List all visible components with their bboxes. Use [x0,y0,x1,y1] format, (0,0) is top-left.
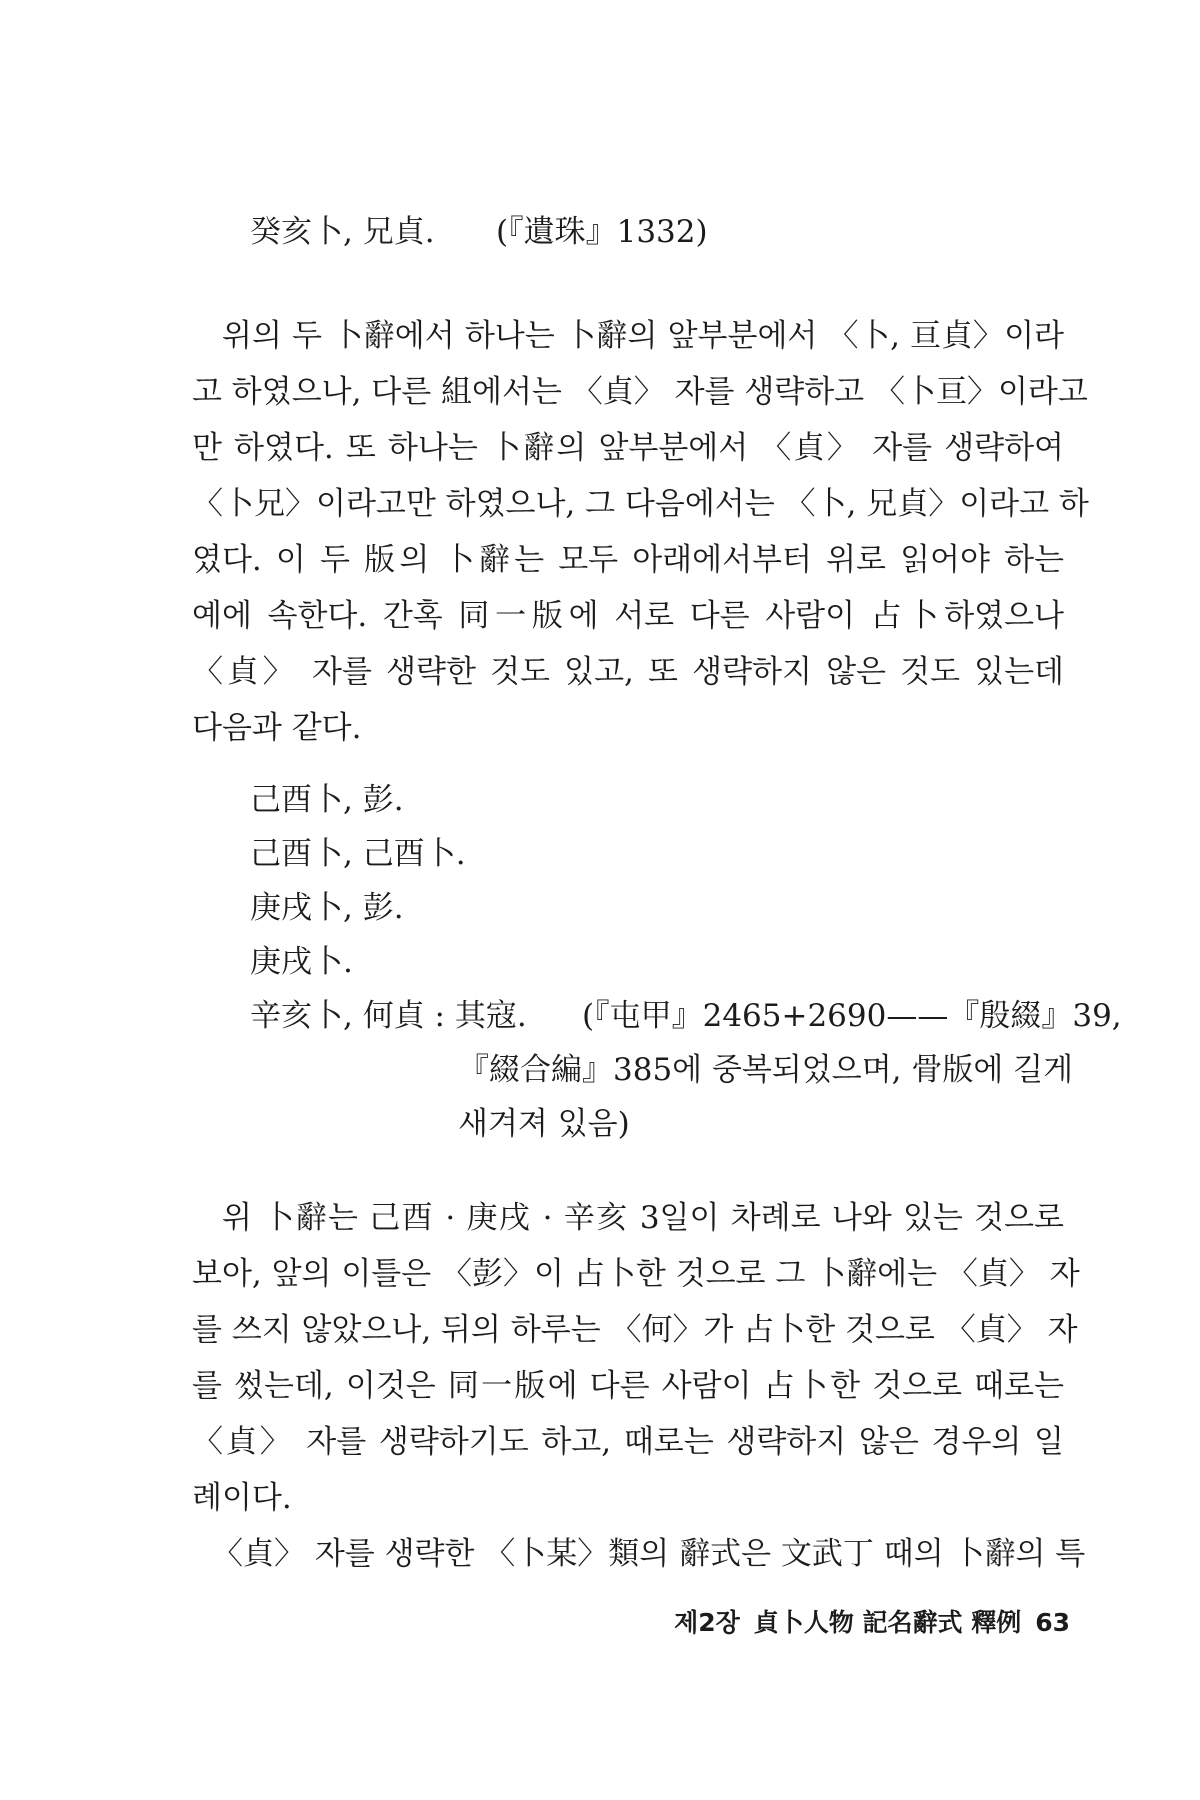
paragraph-line: 〈貞〉 자를 생략하기도 하고, 때로는 생략하지 않은 경우의 일 [192,1424,1064,1460]
oracle-inscription: 己酉卜, 彭. [250,782,404,818]
running-footer [596,1606,1070,1640]
paragraph-line: 를 쓰지 않았으나, 뒤의 하루는 〈何〉가 占卜한 것으로 〈貞〉 자 [192,1312,1078,1348]
paragraph-line: 예에 속한다. 간혹 同一版에 서로 다른 사람이 占卜하였으나 [192,598,1064,634]
paragraph-line: 〈貞〉 자를 생략한 것도 있고, 또 생략하지 않은 것도 있는데 [192,654,1064,690]
paragraph-line: 〈卜兄〉이라고만 하였으나, 그 다음에서는 〈卜, 兄貞〉이라고 하 [192,486,1089,522]
paragraph-line: 만 하였다. 또 하나는 卜辭의 앞부분에서 〈貞〉 자를 생략하여 [192,430,1064,466]
paragraph-line: 〈貞〉 자를 생략한 〈卜某〉類의 辭式은 文武丁 때의 卜辭의 특 [212,1536,1086,1572]
citation: (『屯甲』2465+2690——『殷綴』39, [582,998,1122,1034]
oracle-inscription: 癸亥卜, 兄貞. [250,214,435,250]
citation: 『綴合編』385에 중복되었으며, 骨版에 길게 [458,1052,1074,1088]
oracle-inscription: 辛亥卜, 何貞 : 其寇. [250,998,527,1034]
paragraph-line: 례이다. [192,1480,292,1516]
paragraph-line: 다음과 같다. [192,710,362,746]
oracle-inscription: 庚戌卜, 彭. [250,890,404,926]
oracle-inscription: 己酉卜, 己酉卜. [250,836,466,872]
citation: (『遺珠』1332) [496,214,708,250]
citation: 새겨져 있음) [458,1106,630,1142]
chapter-title: 貞卜人物 記名辭式 釋例 [753,1608,1022,1637]
paragraph-line: 를 썼는데, 이것은 同一版에 다른 사람이 占卜한 것으로 때로는 [192,1368,1064,1404]
chapter-label: 제2장 [674,1608,740,1637]
paragraph-line: 고 하였으나, 다른 組에서는 〈貞〉 자를 생략하고 〈卜亘〉이라고 [192,374,1088,410]
paragraph-line: 보아, 앞의 이틀은 〈彭〉이 占卜한 것으로 그 卜辭에는 〈貞〉 자 [192,1256,1080,1292]
page-number: 63 [1035,1608,1070,1637]
oracle-inscription: 庚戌卜. [250,944,353,980]
paragraph-line: 위 卜辭는 己酉 · 庚戌 · 辛亥 3일이 차례로 나와 있는 것으로 [222,1200,1064,1236]
paragraph-line: 였다. 이 두 版의 卜辭는 모두 아래에서부터 위로 읽어야 하는 [192,542,1064,578]
paragraph-line: 위의 두 卜辭에서 하나는 卜辭의 앞부분에서 〈卜, 亘貞〉이라 [222,318,1064,354]
